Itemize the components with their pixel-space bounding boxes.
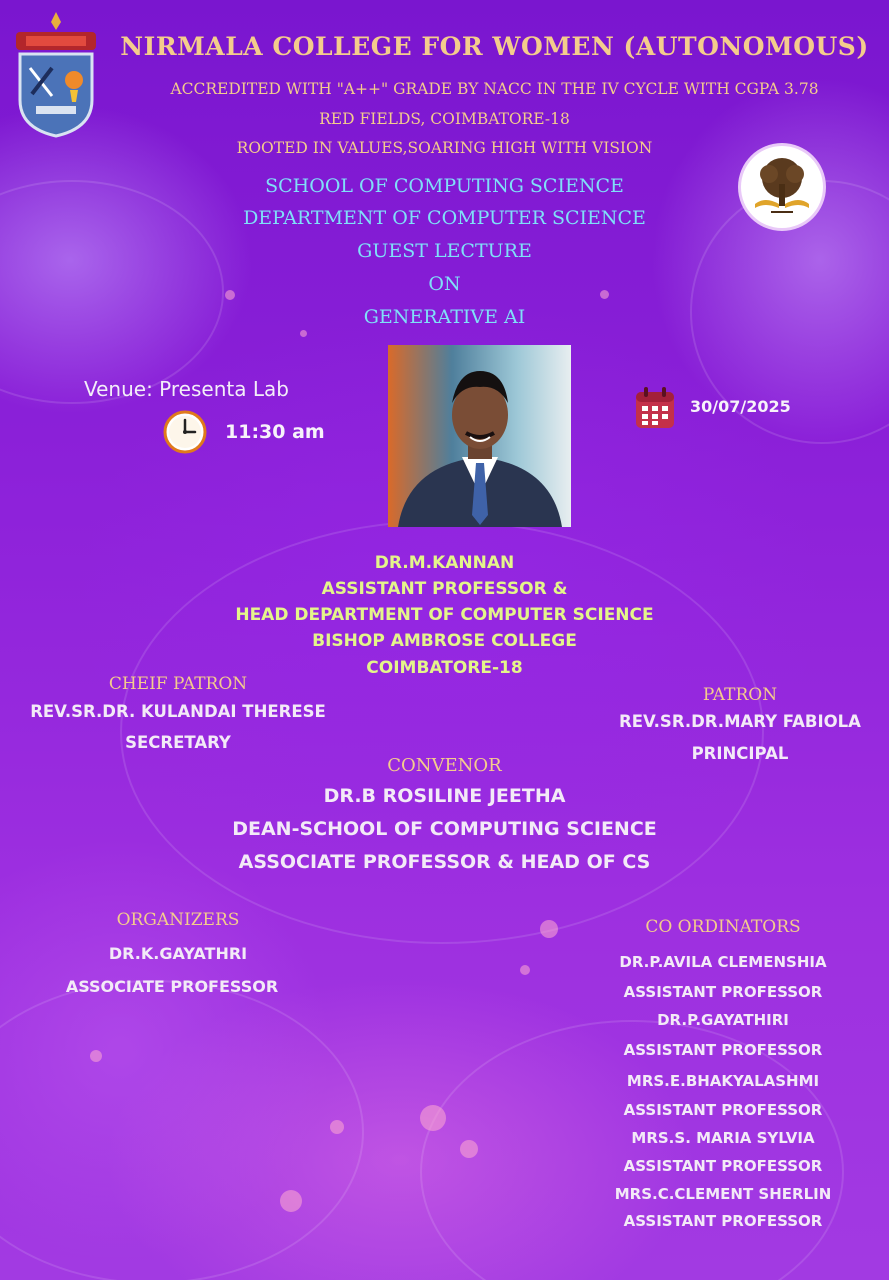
speaker-city: COIMBATORE-18 (366, 658, 523, 678)
college-motto: ROOTED IN VALUES,SOARING HIGH WITH VISION (236, 139, 653, 157)
coordinator-name: DR.P.GAYATHIRI (657, 1011, 789, 1029)
coordinator-name: MRS.S. MARIA SYLVIA (631, 1129, 815, 1147)
coordinator-role: ASSISTANT PROFESSOR (623, 1212, 823, 1230)
convenor-heading: CONVENOR (387, 755, 502, 776)
patron-name: REV.SR.DR.MARY FABIOLA (619, 712, 861, 731)
decorative-sparkle (520, 965, 530, 975)
decorative-sparkle (460, 1140, 478, 1158)
decorative-sparkle (280, 1190, 302, 1212)
accreditation-text: ACCREDITED WITH "A++" GRADE BY NACC IN THE IV CYCLE WITH CGPA 3.78 (170, 80, 819, 98)
chief-patron-heading: CHEIF PATRON (108, 674, 248, 694)
clock-icon (163, 410, 207, 454)
chief-patron-role: SECRETARY (125, 733, 231, 752)
speaker-photo (388, 345, 571, 527)
organizers-heading: ORGANIZERS (116, 910, 240, 930)
speaker-title: ASSISTANT PROFESSOR & (321, 579, 568, 599)
coordinators-heading: CO ORDINATORS (645, 917, 801, 937)
department-name: DEPARTMENT OF COMPUTER SCIENCE (243, 207, 646, 229)
coordinator-name: MRS.C.CLEMENT SHERLIN (614, 1185, 832, 1203)
speaker-department: HEAD DEPARTMENT OF COMPUTER SCIENCE (235, 605, 654, 625)
coordinator-role: ASSISTANT PROFESSOR (623, 1101, 823, 1119)
decorative-sparkle (300, 330, 307, 337)
organizer-role: ASSOCIATE PROFESSOR (65, 977, 279, 996)
decorative-sparkle (540, 920, 558, 938)
convenor-name: DR.B ROSILINE JEETHA (323, 785, 566, 807)
event-time: 11:30 am (225, 421, 325, 443)
event-date: 30/07/2025 (690, 397, 791, 416)
patron-role: PRINCIPAL (691, 744, 789, 763)
coordinator-role: ASSISTANT PROFESSOR (623, 983, 823, 1001)
convenor-role: DEAN-SCHOOL OF COMPUTING SCIENCE (232, 818, 657, 840)
decorative-swirl (0, 980, 364, 1280)
speaker-name: DR.M.KANNAN (374, 553, 515, 573)
convenor-role: ASSOCIATE PROFESSOR & HEAD OF CS (238, 851, 651, 873)
coordinator-name: DR.P.AVILA CLEMENSHIA (619, 953, 827, 971)
event-venue: Venue: Presenta Lab (84, 377, 289, 401)
college-address: RED FIELDS, COIMBATORE-18 (319, 110, 570, 128)
speaker-college: BISHOP AMBROSE COLLEGE (312, 631, 577, 651)
chief-patron-name: REV.SR.DR. KULANDAI THERESE (30, 702, 326, 721)
event-on: ON (428, 273, 461, 295)
decorative-sparkle (90, 1050, 102, 1062)
organizer-name: DR.K.GAYATHRI (108, 944, 248, 963)
coordinator-role: ASSISTANT PROFESSOR (623, 1157, 823, 1175)
coordinator-name: MRS.E.BHAKYALASHMI (626, 1072, 820, 1090)
college-title: NIRMALA COLLEGE FOR WOMEN (AUTONOMOUS) (120, 32, 869, 61)
decorative-sparkle (420, 1105, 446, 1131)
school-name: SCHOOL OF COMPUTING SCIENCE (265, 175, 624, 197)
patron-heading: PATRON (702, 685, 778, 705)
decorative-swirl (420, 1020, 844, 1280)
calendar-icon (634, 386, 676, 430)
coordinator-role: ASSISTANT PROFESSOR (623, 1041, 823, 1059)
decorative-sparkle (330, 1120, 344, 1134)
event-type: GUEST LECTURE (357, 240, 532, 262)
event-topic: GENERATIVE AI (363, 306, 526, 328)
